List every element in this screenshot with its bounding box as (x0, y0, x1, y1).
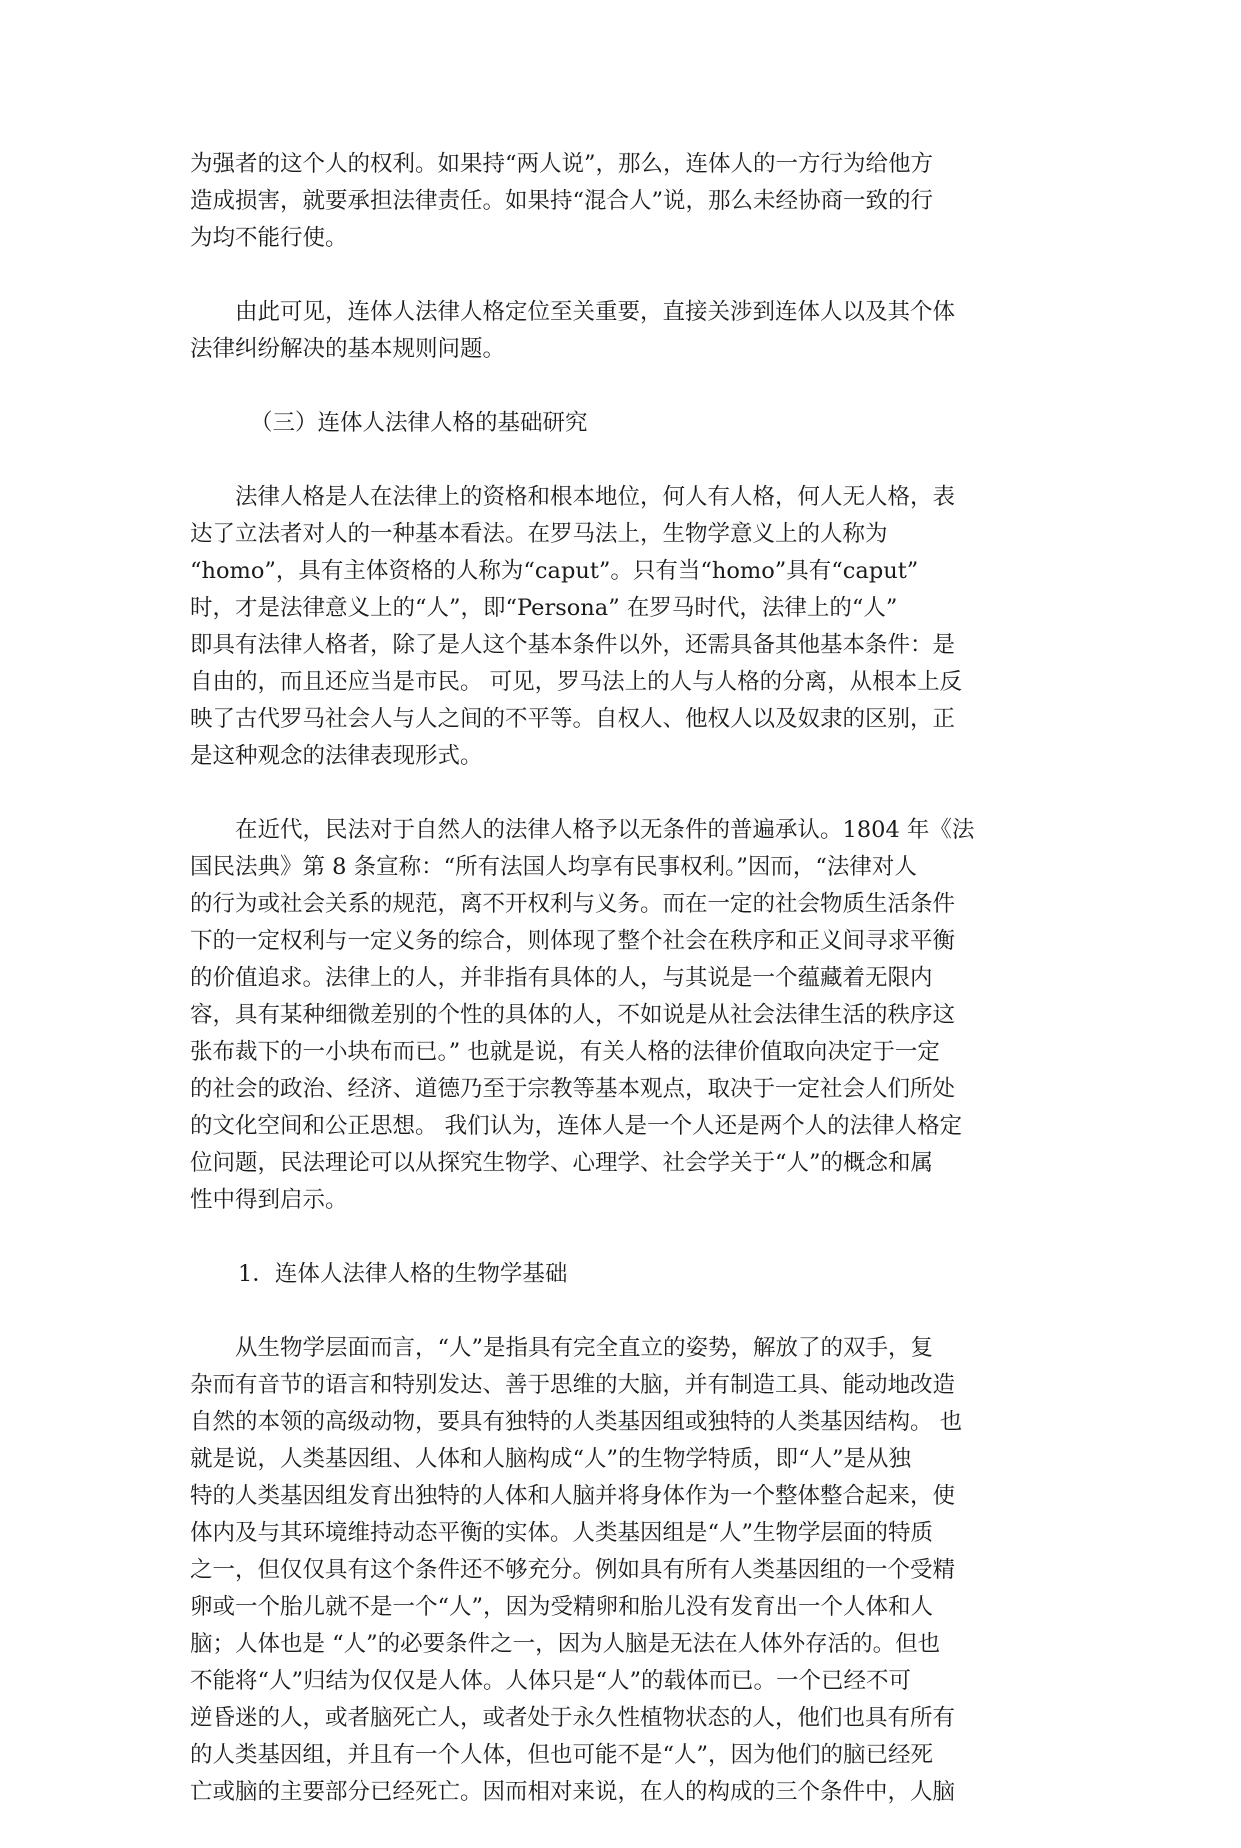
paragraph-2 (190, 294, 1050, 368)
sub-heading: 1．连体人法律人格的生物学基础 (238, 1261, 568, 1287)
text-line: 之一，但仅仅具有这个条件还不够充分。例如具有所有人类基因组的一个受精 (190, 1557, 956, 1583)
text-line: 的文化空间和公正思想。 我们认为，连体人是一个人还是两个人的法律人格定 (190, 1113, 963, 1139)
text-line: 时，才是法律意义上的“人”，即“Persona” 在罗马时代，法律上的“人” (190, 595, 898, 621)
document-body (190, 146, 1050, 1848)
text-line: 脑；人体也是 “人”的必要条件之一，因为人脑是无法在人体外存活的。但也 (190, 1631, 941, 1657)
section-heading: （三）连体人法律人格的基础研究 (250, 410, 588, 436)
text-line: 的人类基因组，并且有一个人体，但也可能不是“人”，因为他们的脑已经死 (190, 1742, 934, 1768)
text-line: 自然的本领的高级动物，要具有独特的人类基因组或独特的人类基因结构。 也 (190, 1409, 963, 1435)
text-line: 从生物学层面而言，“人”是指具有完全直立的姿势，解放了的双手，复 (235, 1335, 934, 1361)
text-line: 杂而有音节的语言和特别发达、善于思维的大脑，并有制造工具、能动地改造 (190, 1372, 956, 1398)
paragraph-4 (190, 812, 1050, 1219)
text-line: 卵或一个胎儿就不是一个“人”，因为受精卵和胎儿没有发育出一个人体和人 (190, 1594, 934, 1620)
text-line: 张布裁下的一小块布而已。” 也就是说，有关人格的法律价值取向决定于一定 (190, 1039, 940, 1065)
text-line: 国民法典》第 8 条宣称：“所有法国人均享有民事权利。”因而，“法律对人 (190, 854, 917, 880)
text-line: 达了立法者对人的一种基本看法。在罗马法上，生物学意义上的人称为 (190, 521, 888, 547)
text-line: 自由的，而且还应当是市民。 可见，罗马法上的人与人格的分离，从根本上反 (190, 669, 963, 695)
text-line: 不能将“人”归结为仅仅是人体。人体只是“人”的载体而已。一个已经不可 (190, 1668, 912, 1694)
text-line: 的社会的政治、经济、道德乃至于宗教等基本观点，取决于一定社会人们所处 (190, 1076, 956, 1102)
text-line: 亡或脑的主要部分已经死亡。因而相对来说，在人的构成的三个条件中，人脑 (190, 1779, 956, 1805)
text-line: 法律人格是人在法律上的资格和根本地位，何人有人格，何人无人格，表 (235, 484, 956, 510)
text-line: 为均不能行使。 (190, 225, 348, 251)
paragraph-5 (190, 1330, 1050, 1811)
paragraph-1 (190, 146, 1050, 257)
text-line: 特的人类基因组发育出独特的人体和人脑并将身体作为一个整体整合起来，使 (190, 1483, 956, 1509)
text-line: 为强者的这个人的权利。如果持“两人说”，那么，连体人的一方行为给他方 (190, 151, 934, 177)
text-line: 就是说，人类基因组、人体和人脑构成“人”的生物学特质，即“人”是从独 (190, 1446, 912, 1472)
text-line: 法律纠纷解决的基本规则问题。 (190, 336, 506, 362)
text-line: 逆昏迷的人，或者脑死亡人，或者处于永久性植物状态的人，他们也具有所有 (190, 1705, 956, 1731)
text-line: 容，具有某种细微差别的个性的具体的人，不如说是从社会法律生活的秩序这 (190, 1002, 956, 1028)
text-line: “homo”，具有主体资格的人称为“caput”。只有当“homo”具有“caput” (190, 558, 919, 584)
text-line: 下的一定权利与一定义务的综合，则体现了整个社会在秩序和正义间寻求平衡 (190, 928, 956, 954)
text-line: 体内及与其环境维持动态平衡的实体。人类基因组是“人”生物学层面的特质 (190, 1520, 934, 1546)
text-line: 的价值追求。法律上的人，并非指有具体的人，与其说是一个蕴藏着无限内 (190, 965, 933, 991)
text-line: 在近代，民法对于自然人的法律人格予以无条件的普遍承认。1804 年《法 (235, 817, 975, 843)
text-line: 是这种观念的法律表现形式。 (190, 743, 483, 769)
text-line: 性中得到启示。 (190, 1187, 348, 1213)
text-line: 由此可见，连体人法律人格定位至关重要，直接关涉到连体人以及其个体 (235, 299, 956, 325)
text-line: 位问题，民法理论可以从探究生物学、心理学、社会学关于“人”的概念和属 (190, 1150, 934, 1176)
paragraph-3 (190, 479, 1050, 775)
text-line: 即具有法律人格者，除了是人这个基本条件以外，还需具备其他基本条件：是 (190, 632, 956, 658)
text-line: 的行为或社会关系的规范，离不开权利与义务。而在一定的社会物质生活条件 (190, 891, 956, 917)
text-line: 造成损害，就要承担法律责任。如果持“混合人”说，那么未经协商一致的行 (190, 188, 934, 214)
text-line: 映了古代罗马社会人与人之间的不平等。自权人、他权人以及奴隶的区别，正 (190, 706, 956, 732)
